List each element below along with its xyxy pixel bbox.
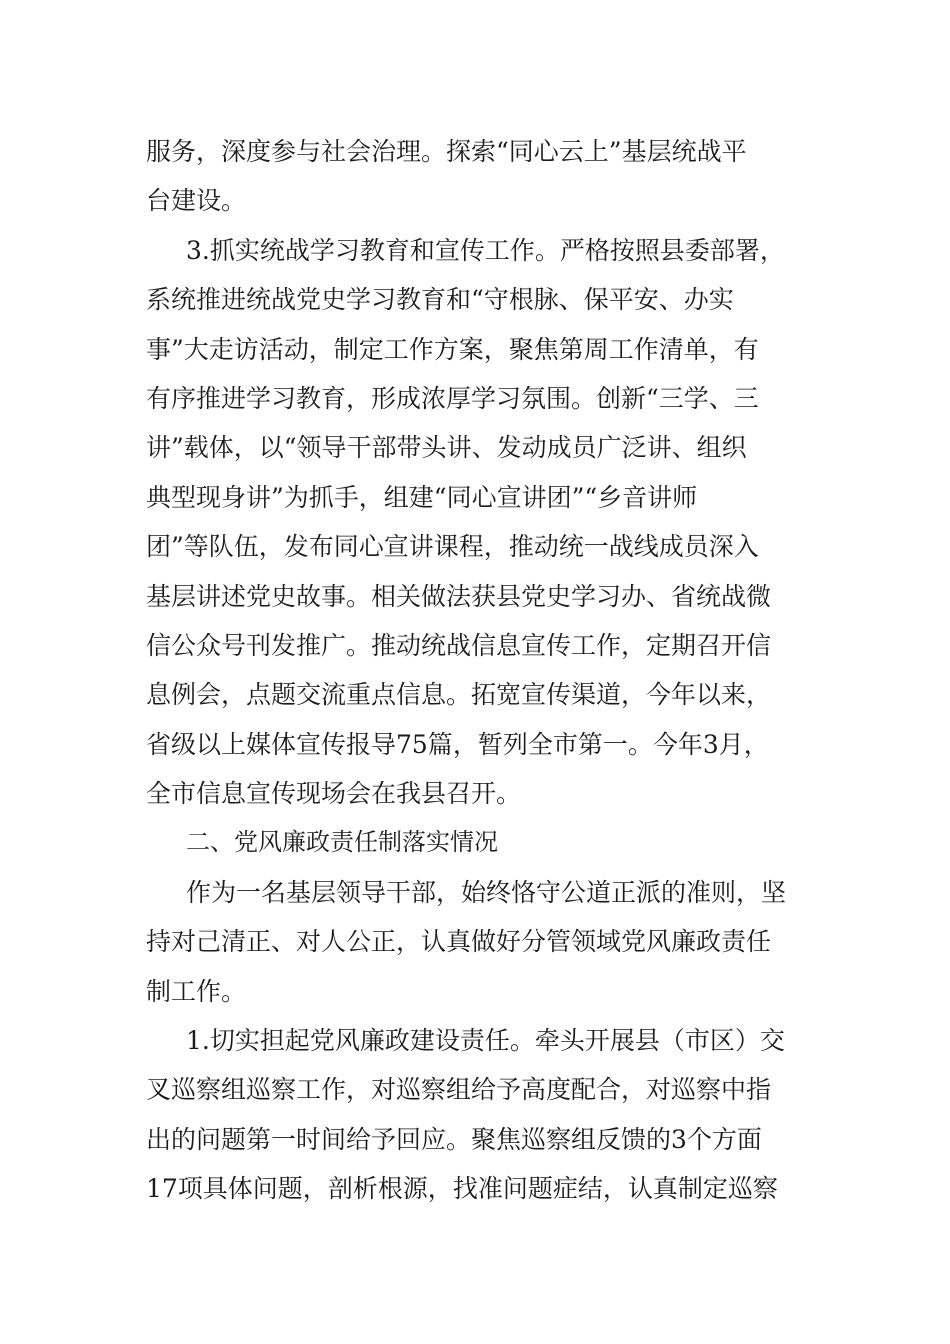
text-line: 团”等队伍，发布同心宣讲课程，推动统一战线成员深入 [146,532,759,562]
text-line: 讲”载体，以“领导干部带头讲、发动成员广泛讲、组织 [146,433,747,463]
text-line: 事”大走访活动，制定工作方案，聚焦第周工作清单，有 [146,334,759,364]
section-heading: 二、党风廉政责任制落实情况 [186,828,498,857]
text-line: 持对己清正、对人公正，认真做好分管领域党风廉政责任 [146,927,772,957]
text-line: 息例会，点题交流重点信息。拓宽宣传渠道，今年以来， [146,680,772,710]
text-line: 服务，深度参与社会治理。探索“同心云上”基层统战平 [146,137,747,166]
text-line: 有序推进学习教育，形成浓厚学习氛围。创新“三学、三 [146,383,759,413]
text-line: 信公众号刊发推广。推动统战信息宣传工作，定期召开信 [146,630,772,660]
text-line: 17项具体问题，剖析根源，找准问题症结，认真制定巡察 [146,1174,778,1204]
text-line: 出的问题第一时间给予回应。聚焦巡察组反馈的3个方面 [146,1124,762,1154]
text-line: 省级以上媒体宣传报导75篇，暂列全市第一。今年3月， [146,729,769,759]
body-text [146,127,812,1214]
text-line: 基层讲述党史故事。相关做法获县党史学习办、省统战微 [146,581,772,611]
text-line: 典型现身讲”为抓手，组建“同心宣讲团”“乡音讲师 [146,482,698,512]
text-line: 台建设。 [146,186,247,216]
text-line: 系统推进统战党史学习教育和“守根脉、保平安、办实 [146,285,734,315]
paragraph-start: 作为一名基层领导干部，始终恪守公道正派的准则，坚 [186,877,787,907]
text-line: 叉巡察组巡察工作，对巡察组给予高度配合，对巡察中指 [146,1075,772,1105]
item-3-start: 3.抓实统战学习教育和宣传工作。严格按照县委部署， [186,235,785,265]
text-line: 全市信息宣传现场会在我县召开。 [146,779,522,809]
text-line: 制工作。 [146,976,247,1006]
item-1-start: 1.切实担起党风廉政建设责任。牵头开展县（市区）交 [186,1026,785,1056]
